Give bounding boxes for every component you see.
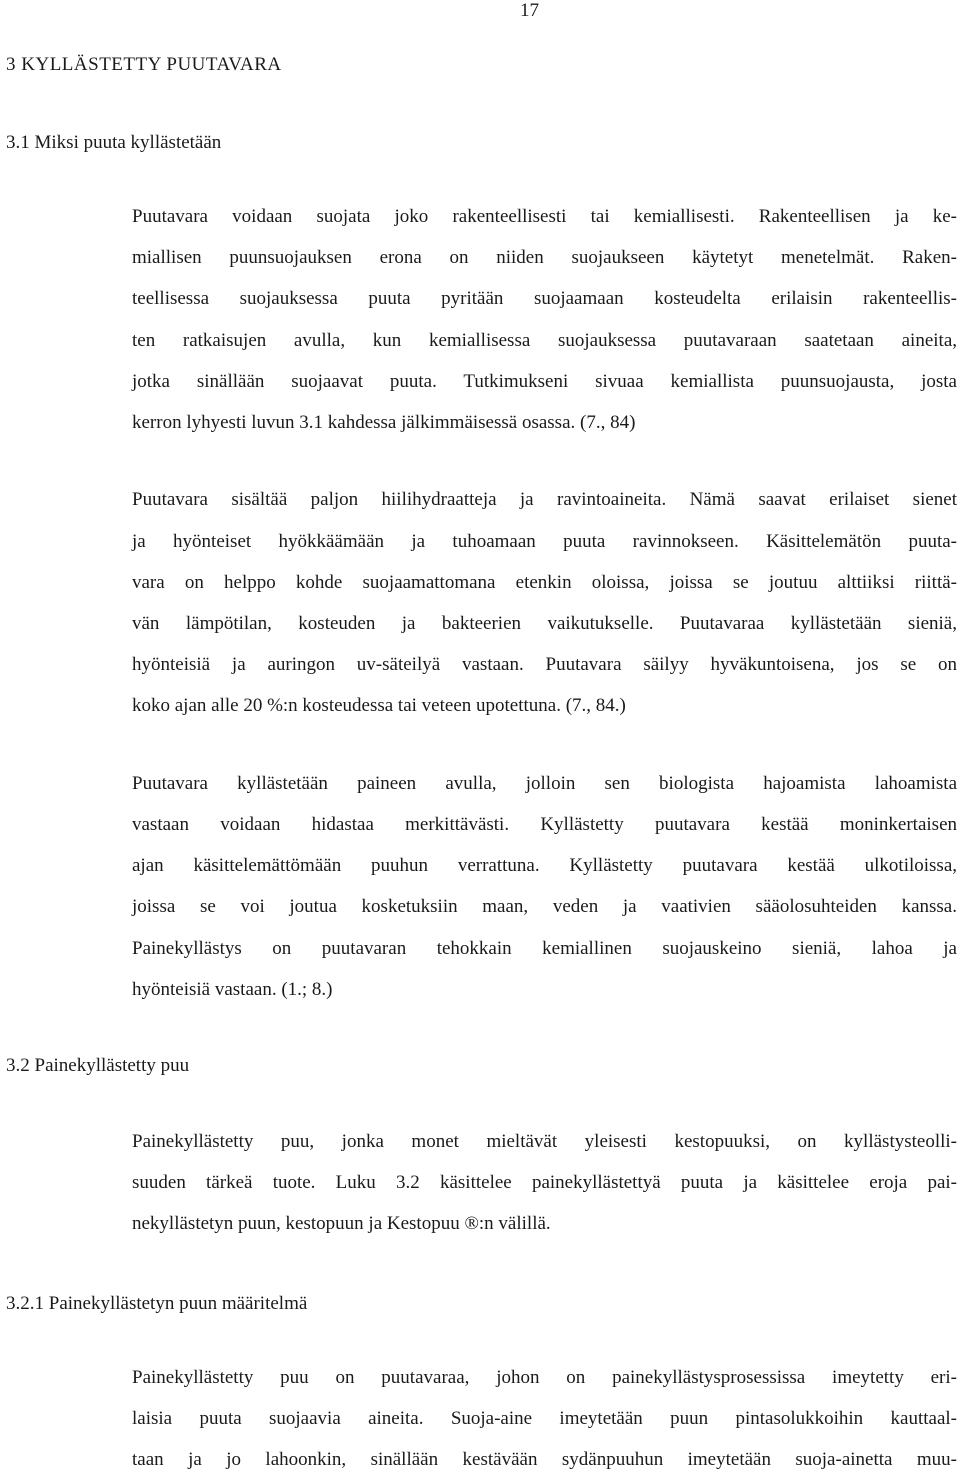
paragraph-line: vastaan voidaan hidastaa merkittävästi. Kyllästetty puutavara kestää moninkertaisen [132,814,957,835]
paragraph-line: ajan käsittelemättömään puuhun verrattuna. Kyllästetty puutavara kestää ulkotiloissa, [132,855,957,876]
page-number: 17 [520,0,539,21]
paragraph-line: hyönteisiä vastaan. (1.; 8.) [132,979,333,1000]
section-heading-3-1: 3.1 Miksi puuta kyllästetään [6,132,222,153]
paragraph-line: koko ajan alle 20 %:n kosteudessa tai veteen upotettuna. (7., 84.) [132,695,626,716]
paragraph-line: vara on helppo kohde suojaamattomana etenkin oloissa, joissa se joutuu alttiiksi riittä- [132,572,957,593]
paragraph-line: Puutavara kyllästetään paineen avulla, jolloin sen biologista hajoamista lahoamista [132,773,957,794]
paragraph-line: teellisessa suojauksessa puuta pyritään suojaamaan kosteudelta erilaisin rakenteellis- [132,288,957,309]
paragraph-line: nekyllästetyn puun, kestopuun ja Kestopuu ®:n välillä. [132,1213,551,1234]
paragraph-line: Painekyllästetty puu on puutavaraa, johon on painekyllästysprosessissa imeytetty eri- [132,1367,957,1388]
paragraph-line: Puutavara voidaan suojata joko rakenteellisesti tai kemiallisesti. Rakenteellisen ja ke- [132,206,957,227]
subsection-heading-3-2-1: 3.2.1 Painekyllästetyn puun määritelmä [6,1293,308,1314]
paragraph-line: hyönteisiä ja auringon uv-säteilyä vastaan. Puutavara säilyy hyväkuntoisena, jos se on [132,654,957,675]
paragraph-line: ten ratkaisujen avulla, kun kemiallisessa suojauksessa puutavaraan saatetaan aineita, [132,330,957,351]
section-heading-3-2: 3.2 Painekyllästetty puu [6,1055,190,1076]
paragraph-line: kerron lyhyesti luvun 3.1 kahdessa jälkimmäisessä osassa. (7., 84) [132,412,636,433]
paragraph-line: miallisen puunsuojauksen erona on niiden suojaukseen käytetyt menetelmät. Raken- [132,247,957,268]
paragraph-line: Painekyllästys on puutavaran tehokkain kemiallinen suojauskeino sieniä, lahoa ja [132,938,957,959]
paragraph-line: suuden tärkeä tuote. Luku 3.2 käsittelee painekyllästettyä puuta ja käsittelee eroja pai- [132,1172,957,1193]
paragraph-line: Painekyllästetty puu, jonka monet mieltävät yleisesti kestopuuksi, on kyllästysteolli- [132,1131,957,1152]
paragraph-line: Puutavara sisältää paljon hiilihydraatteja ja ravintoaineita. Nämä saavat erilaiset sienet [132,489,957,510]
paragraph-line: vän lämpötilan, kosteuden ja bakteerien vaikutukselle. Puutavaraa kyllästetään sieniä, [132,613,957,634]
paragraph-line: ja hyönteiset hyökkäämään ja tuhoamaan puuta ravinnokseen. Käsittelemätön puuta- [132,531,957,552]
paragraph-line: taan ja jo lahoonkin, sinällään kestävään sydänpuuhun imeytetään suoja-ainetta muu- [132,1449,957,1470]
chapter-heading: 3 KYLLÄSTETTY PUUTAVARA [6,54,282,75]
paragraph-line: jotka sinällään suojaavat puuta. Tutkimukseni sivuaa kemiallista puunsuojausta, josta [132,371,957,392]
paragraph-line: laisia puuta suojaavia aineita. Suoja-aine imeytetään puun pintasolukkoihin kauttaal- [132,1408,957,1429]
paragraph-line: joissa se voi joutua kosketuksiin maan, veden ja vaativien sääolosuhteiden kanssa. [132,896,957,917]
